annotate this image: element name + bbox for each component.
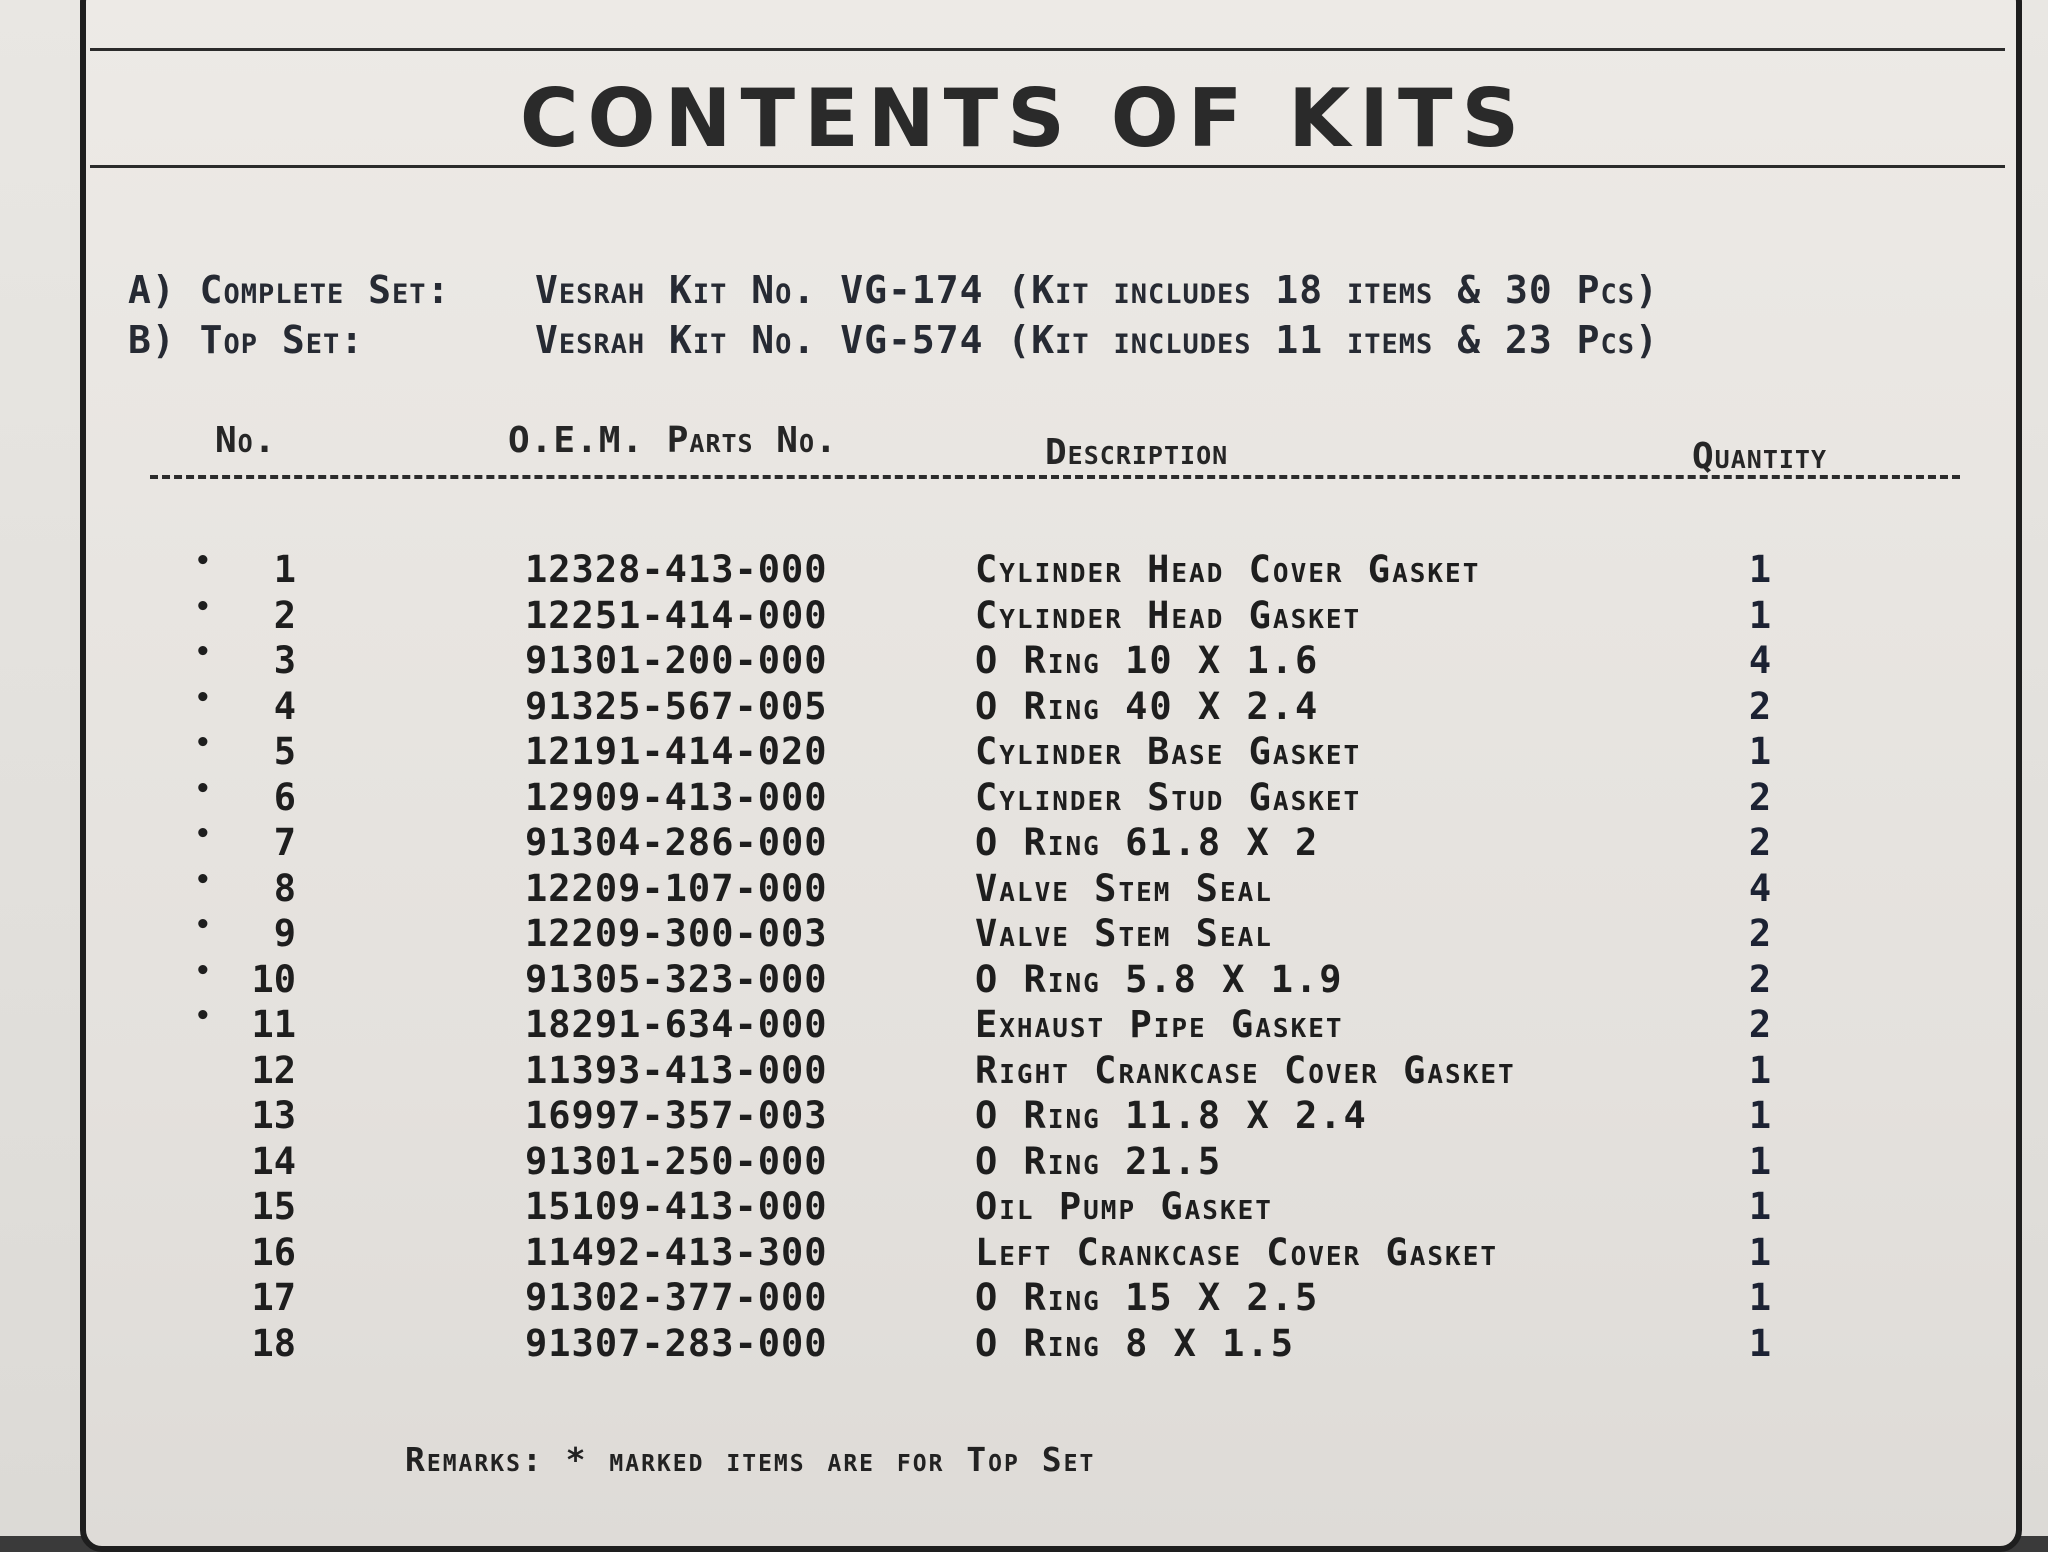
item-number: 3 [273,639,296,682]
bullet-marker: • [195,955,211,986]
part-number: 12328-413-000 [525,548,828,591]
header-no: No. [215,420,277,461]
item-quantity: 2 [1748,912,1772,955]
table-row [0,955,2048,1004]
table-row [0,1276,2048,1322]
item-number: 8 [273,866,296,910]
part-number: 91325-567-005 [525,684,828,728]
item-number: 16 [251,1230,296,1274]
part-number: 12251-414-000 [525,593,828,637]
item-description: Valve Stem Seal [975,912,1273,955]
part-number: 91304-286-000 [525,821,828,864]
item-quantity: 2 [1748,1003,1772,1046]
bullet-marker: • [195,910,211,940]
table-row [0,682,2048,731]
item-description: Oil Pump Gasket [975,1185,1273,1228]
item-quantity: 1 [1748,1048,1772,1092]
item-quantity: 2 [1748,957,1772,1001]
bullet-marker: • [195,591,211,622]
table-row [0,730,2048,776]
part-number: 12209-107-000 [525,866,828,910]
part-number: 91301-200-000 [525,639,828,682]
item-description: O Ring 15 X 2.5 [975,1276,1320,1319]
item-description: Right Crankcase Cover Gasket [975,1048,1516,1092]
item-quantity: 1 [1748,1230,1772,1274]
item-number: 11 [251,1003,296,1046]
item-quantity: 2 [1748,821,1772,864]
item-quantity: 2 [1748,684,1772,728]
item-number: 1 [273,548,296,591]
item-quantity: 1 [1748,1139,1772,1183]
part-number: 12209-300-003 [525,912,828,955]
item-description: O Ring 10 X 1.6 [975,639,1320,682]
header-divider [150,475,1960,479]
item-description: O Ring 21.5 [975,1139,1223,1183]
table-row [0,1231,2048,1277]
item-number: 6 [273,775,296,819]
item-number: 5 [273,730,296,773]
part-number: 12191-414-020 [525,730,828,773]
bullet-marker: • [195,1001,211,1031]
title-rule-bottom [90,165,2005,168]
part-number: 91302-377-000 [525,1276,828,1319]
item-description: Cylinder Head Gasket [975,593,1362,637]
item-number: 2 [273,593,296,637]
page-title: CONTENTS OF KITS [519,72,1529,165]
item-number: 13 [251,1094,296,1137]
item-description: O Ring 40 X 2.4 [975,684,1320,728]
item-description: Left Crankcase Cover Gasket [975,1230,1498,1274]
item-description: Cylinder Base Gasket [975,730,1362,773]
item-number: 7 [273,821,296,864]
item-description: O Ring 5.8 X 1.9 [975,957,1344,1001]
table-row [0,548,2048,594]
bullet-marker: • [195,546,211,576]
table-row [0,1140,2048,1186]
table-row [0,1322,2048,1368]
item-description: O Ring 61.8 X 2 [975,821,1320,864]
item-quantity: 4 [1748,866,1772,910]
item-quantity: 4 [1748,639,1772,682]
table-row [0,864,2048,913]
item-description: Cylinder Head Cover Gasket [975,548,1481,591]
bullet-marker: • [195,773,211,804]
item-number: 14 [251,1139,296,1183]
item-description: O Ring 11.8 X 2.4 [975,1094,1368,1137]
remarks-note: Remarks: * marked items are for Top Set [405,1440,1096,1479]
kit-label-top: B) Top Set: [128,318,365,362]
bullet-marker: • [195,682,211,713]
item-quantity: 1 [1748,1185,1772,1228]
item-quantity: 1 [1748,548,1772,591]
item-number: 15 [251,1185,296,1228]
part-number: 12909-413-000 [525,775,828,819]
item-quantity: 1 [1748,730,1772,773]
table-row [0,773,2048,822]
item-number: 12 [251,1048,296,1092]
part-number: 18291-634-000 [525,1003,828,1046]
part-number: 15109-413-000 [525,1185,828,1228]
item-quantity: 1 [1748,1094,1772,1137]
item-number: 4 [273,684,296,728]
table-row [0,1185,2048,1231]
item-description: Valve Stem Seal [975,866,1273,910]
kit-label-complete: A) Complete Set: [128,268,451,312]
header-part-number: O.E.M. Parts No. [508,420,838,461]
item-description: Cylinder Stud Gasket [975,775,1362,819]
kit-value-top: Vesrah Kit No. VG-574 (Kit includes 11 items & 23 Pcs) [535,318,1659,362]
item-quantity: 1 [1748,593,1772,637]
table-row [0,821,2048,867]
table-row [0,1049,2048,1095]
bullet-marker: • [195,637,211,667]
item-description: Exhaust Pipe Gasket [975,1003,1344,1046]
item-quantity: 2 [1748,775,1772,819]
item-number: 18 [251,1321,296,1365]
table-row [0,1094,2048,1140]
item-number: 17 [251,1276,296,1319]
item-quantity: 1 [1748,1321,1772,1365]
item-number: 10 [251,957,296,1001]
part-number: 11492-413-300 [525,1230,828,1274]
item-number: 9 [273,912,296,955]
bullet-marker: • [195,864,211,895]
table-row [0,912,2048,958]
part-number: 91305-323-000 [525,957,828,1001]
title-rule-top [90,48,2005,51]
part-number: 16997-357-003 [525,1094,828,1137]
part-number: 91301-250-000 [525,1139,828,1183]
header-description: Description [1045,432,1229,473]
item-quantity: 1 [1748,1276,1772,1319]
part-number: 11393-413-000 [525,1048,828,1092]
bullet-marker: • [195,728,211,758]
bullet-marker: • [195,819,211,849]
kit-value-complete: Vesrah Kit No. VG-174 (Kit includes 18 items & 30 Pcs) [535,268,1659,312]
item-description: O Ring 8 X 1.5 [975,1321,1295,1365]
table-row [0,1003,2048,1049]
table-row [0,591,2048,640]
header-quantity: Quantity [1692,436,1828,477]
table-row [0,639,2048,685]
part-number: 91307-283-000 [525,1321,828,1365]
